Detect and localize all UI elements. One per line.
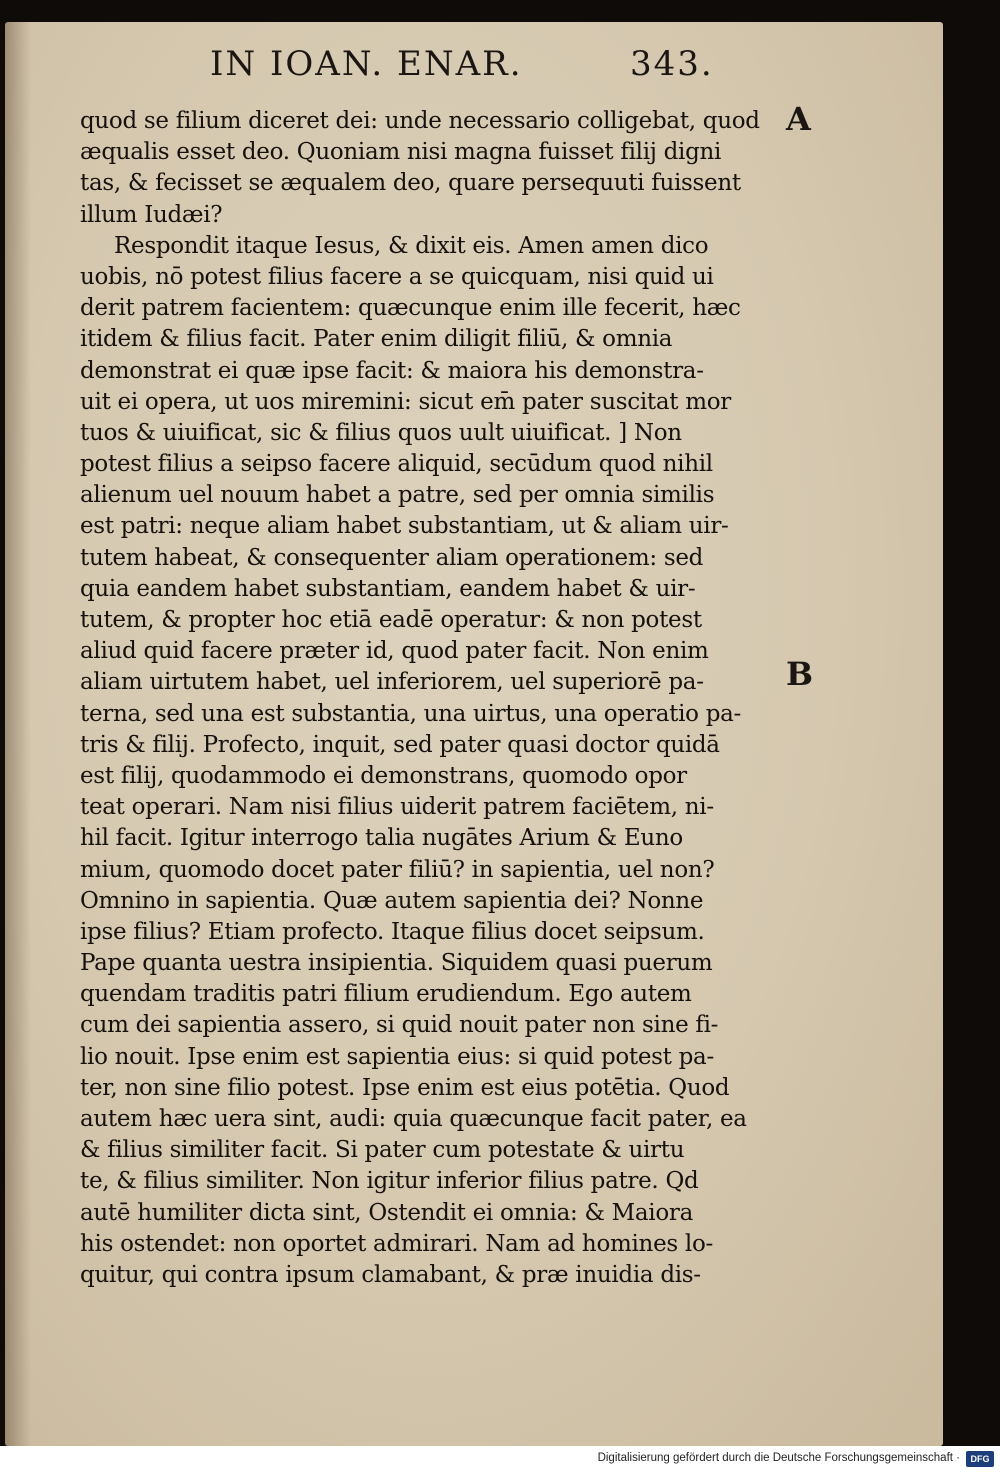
text-line: uobis, nō potest filius facere a se quicquam, nisi quid ui bbox=[80, 263, 714, 290]
text-line: Pape quanta uestra insipientia. Siquidem quasi puerum bbox=[80, 950, 713, 977]
text-line: hil facit. Igitur interrogo talia nugātes Arium & Euno bbox=[80, 825, 683, 852]
text-line: autem hæc uera sint, audi: quia quæcunque facit pater, ea bbox=[80, 1106, 747, 1132]
text-line: Respondit itaque Iesus, & dixit eis. Amen amen dico bbox=[114, 232, 709, 259]
text-line: te, & filius similiter. Non igitur inferior filius patre. Qd bbox=[80, 1168, 699, 1195]
text-line: teat operari. Nam nisi filius uiderit patrem faciētem, ni- bbox=[80, 794, 714, 821]
text-line: potest filius a seipso facere aliquid, secūdum quod nihil bbox=[80, 451, 713, 478]
text-line: demonstrat ei quæ ipse facit: & maiora his demonstra- bbox=[80, 357, 704, 384]
body-text bbox=[80, 106, 780, 1291]
margin-letter-b: B bbox=[786, 655, 814, 693]
margin-letter-a: A bbox=[786, 100, 811, 138]
running-title: IN IOAN. ENAR. bbox=[210, 44, 523, 84]
text-line: quod se filium diceret dei: unde necessario colligebat, quod bbox=[80, 108, 760, 134]
dfg-logo-icon: DFG bbox=[966, 1451, 994, 1467]
text-line: aliam uirtutem habet, uel inferiorem, uel superiorē pa- bbox=[80, 669, 704, 696]
text-line: est patri: neque aliam habet substantiam, ut & aliam uir- bbox=[80, 513, 729, 540]
text-line: alienum uel nouum habet a patre, sed per omnia similis bbox=[80, 482, 715, 509]
text-line: his ostendet: non oportet admirari. Nam ad homines lo- bbox=[80, 1230, 713, 1257]
text-line: & filius similiter facit. Si pater cum potestate & uirtu bbox=[80, 1137, 685, 1164]
text-line: quia eandem habet substantiam, eandem habet & uir- bbox=[80, 575, 696, 602]
text-line: illum Iudæi? bbox=[80, 201, 223, 228]
text-line: cum dei sapientia assero, si quid nouit pater non sine fi- bbox=[80, 1012, 719, 1039]
text-line: lio nouit. Ipse enim est sapientia eius: si quid potest pa- bbox=[80, 1043, 714, 1070]
text-line: quitur, qui contra ipsum clamabant, & præ inuidia dis- bbox=[80, 1261, 701, 1288]
text-line: tutem habeat, & consequenter aliam operationem: sed bbox=[80, 544, 704, 571]
text-line: æqualis esset deo. Quoniam nisi magna fuisset filij digni bbox=[80, 139, 722, 166]
text-line: quendam traditis patri filium erudiendum. Ego autem bbox=[80, 981, 692, 1008]
text-line: est filij, quodammodo ei demonstrans, quomodo opor bbox=[80, 762, 687, 789]
text-line: tas, & fecisset se æqualem deo, quare persequuti fuissent bbox=[80, 170, 741, 197]
text-line: Omnino in sapientia. Quæ autem sapientia dei? Nonne bbox=[80, 887, 704, 914]
page-spine-shadow bbox=[5, 22, 31, 1446]
text-line: autē humiliter dicta sint, Ostendit ei omnia: & Maiora bbox=[80, 1199, 694, 1226]
text-line: tutem, & propter hoc etiā eadē operatur: & non potest bbox=[80, 607, 702, 633]
text-line: tuos & uiuificat, sic & filius quos uult uiuificat. ] Non bbox=[80, 419, 682, 446]
page-header bbox=[210, 44, 714, 92]
text-line: itidem & filius facit. Pater enim diligit filiū, & omnia bbox=[80, 326, 673, 353]
text-line: uit ei opera, ut uos miremini: sicut em̄ pater suscitat mor bbox=[80, 388, 731, 415]
page-number: 343. bbox=[630, 44, 714, 84]
text-line: tris & filij. Profecto, inquit, sed pater quasi doctor quidā bbox=[80, 731, 720, 758]
text-line: terna, sed una est substantia, una uirtus, una operatio pa- bbox=[80, 700, 742, 727]
text-line: ipse filius? Etiam profecto. Itaque filius docet seipsum. bbox=[80, 918, 705, 945]
text-line: derit patrem facientem: quæcunque enim ille fecerit, hæc bbox=[80, 295, 741, 322]
text-line: ter, non sine filio potest. Ipse enim est eius potētia. Quod bbox=[80, 1074, 730, 1101]
text-line: aliud quid facere præter id, quod pater facit. Non enim bbox=[80, 638, 709, 665]
digitization-footer bbox=[0, 1446, 1000, 1474]
text-line: mium, quomodo docet pater filiū? in sapientia, uel non? bbox=[80, 856, 715, 883]
footer-credit-text: Digitalisierung gefördert durch die Deutsche Forschungsgemeinschaft · bbox=[597, 1452, 960, 1464]
